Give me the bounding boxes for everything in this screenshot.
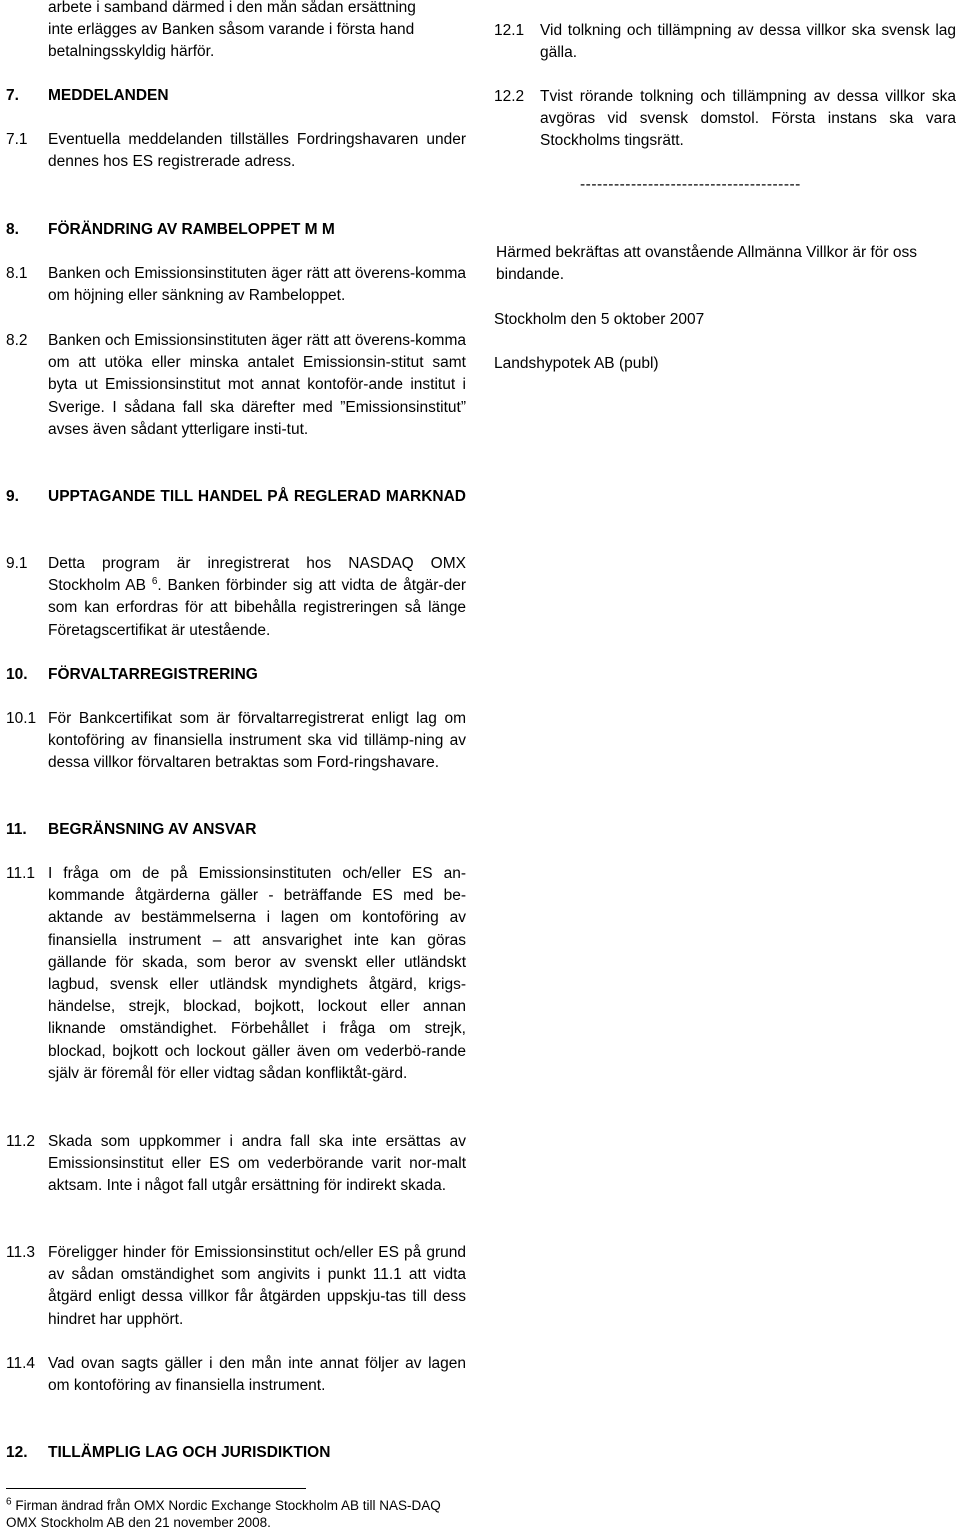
- separator-dashes: ---------------------------------------: [580, 176, 801, 193]
- footnote-text: Firman ändrad från OMX Nordic Exchange Stockholm AB till NAS-DAQ OMX Stockholm AB den 21 november 2008.: [6, 1498, 441, 1530]
- place-and-date: Stockholm den 5 oktober 2007: [494, 311, 705, 328]
- footnote-number: 6: [6, 1496, 12, 1508]
- signatory-name: Landshypotek AB (publ): [494, 355, 659, 372]
- footnote: [6, 1497, 456, 1531]
- footnote-rule: [6, 1488, 306, 1489]
- confirmation-text: Härmed bekräftas att ovanstående Allmänna Villkor är för oss bindande.: [496, 244, 918, 284]
- intro-paragraph: arbete i samband därmed i den mån sådan ersättning inte erlägges av Banken såsom varande i första hand betalningsskyldig härför.: [48, 0, 416, 61]
- footnote-marker: 6: [151, 576, 158, 588]
